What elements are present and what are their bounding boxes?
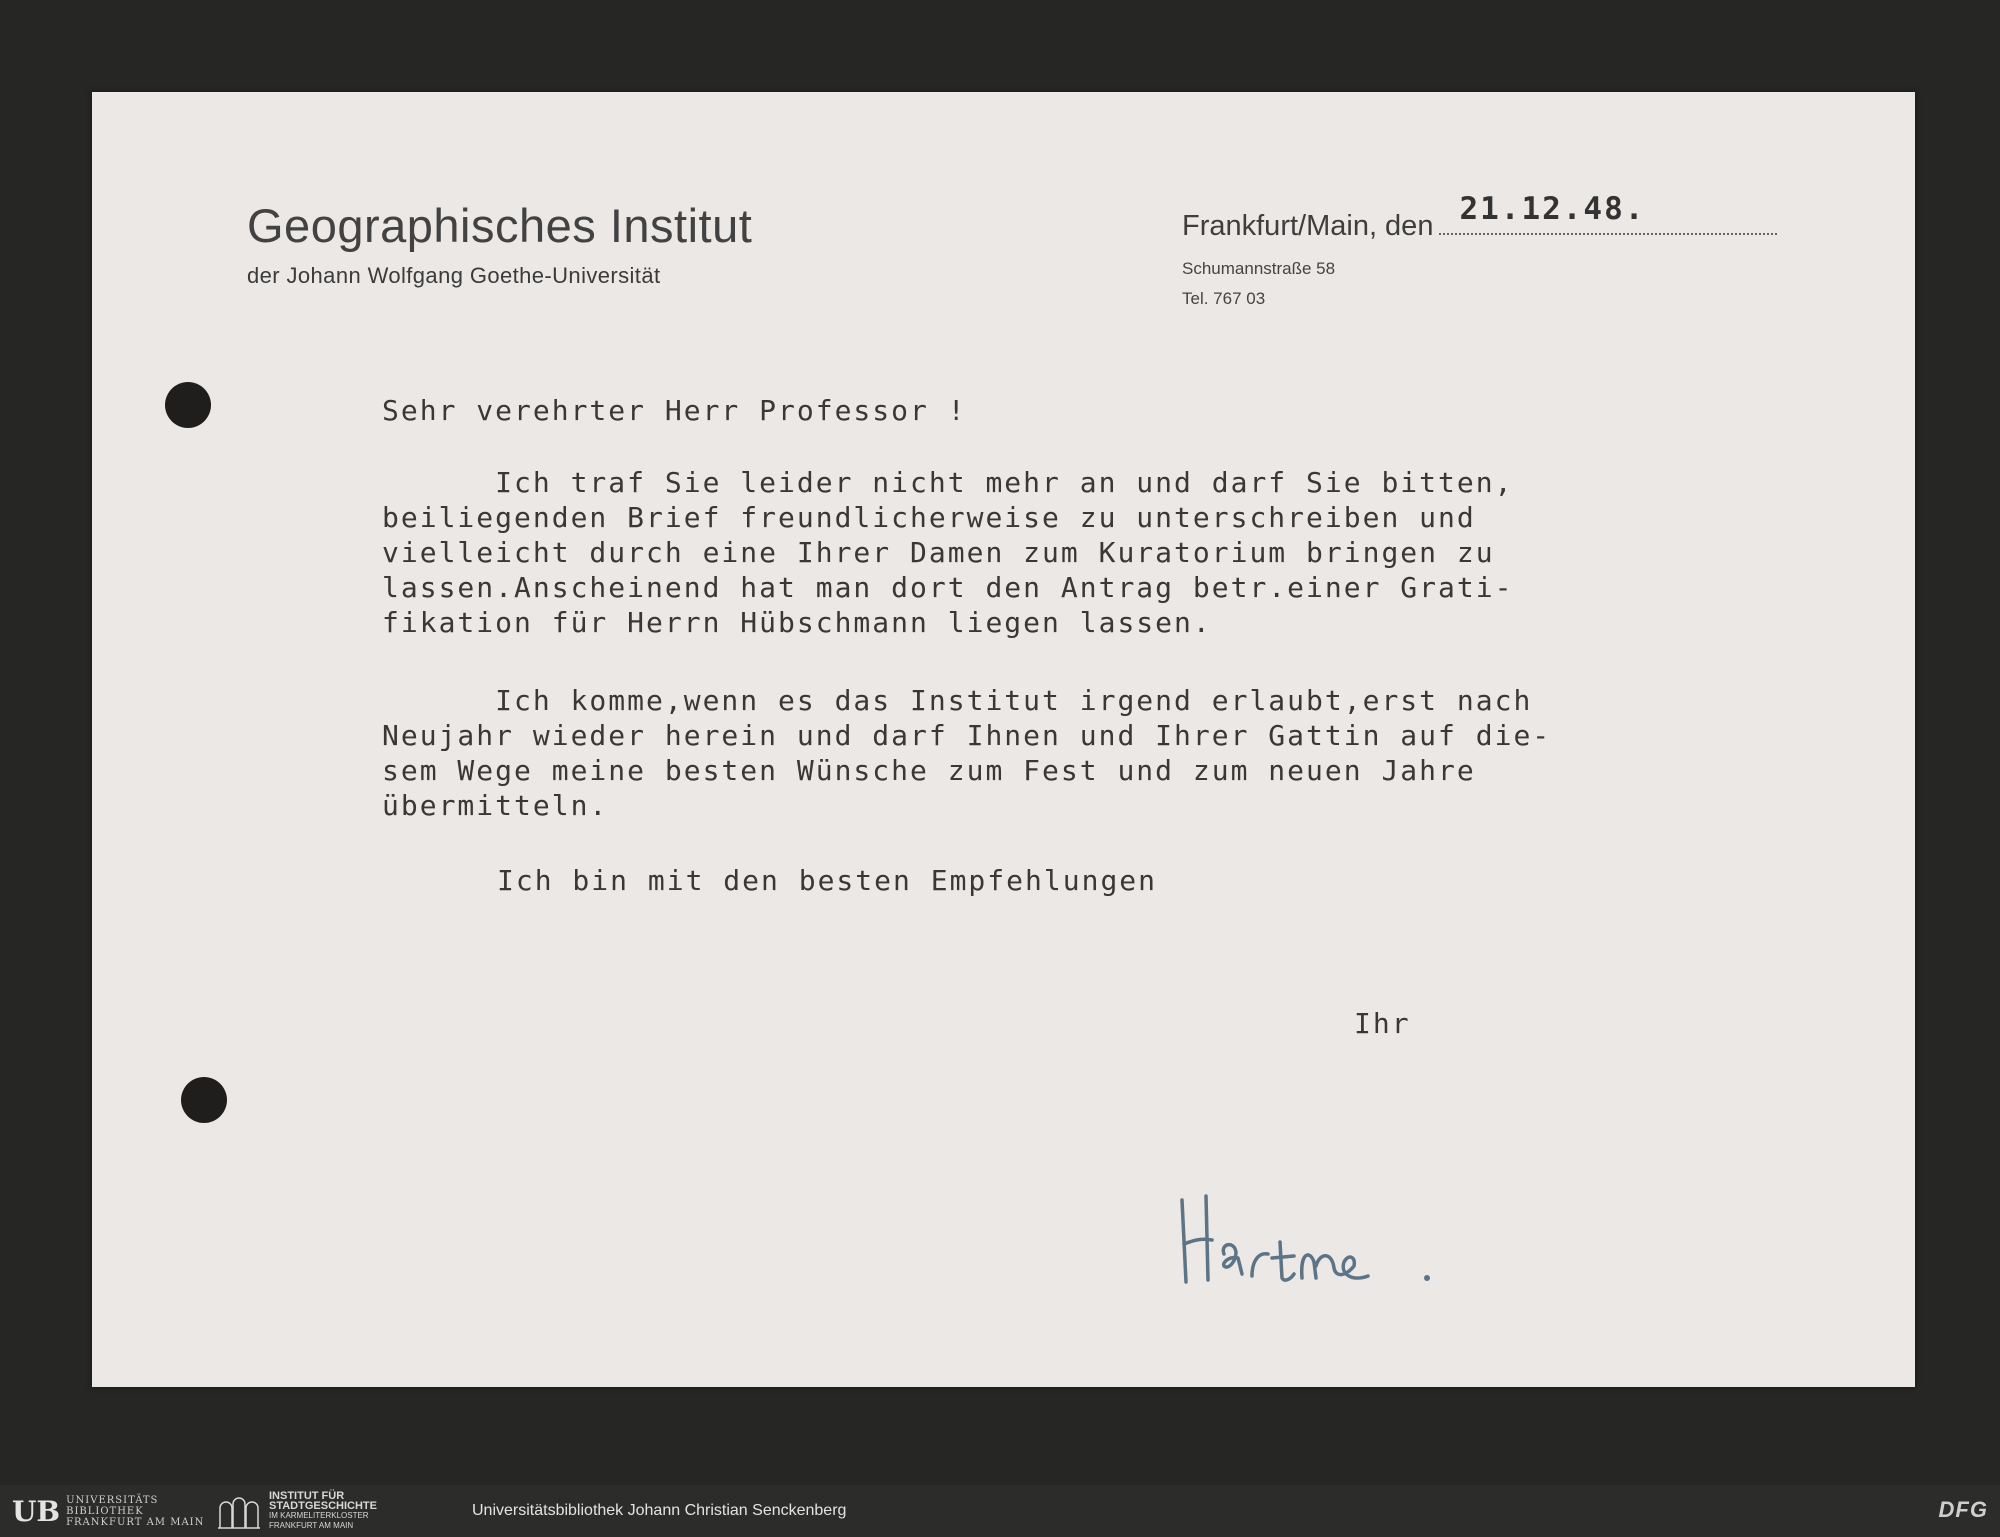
institute-address: Schumannstraße 58 <box>1182 259 1336 278</box>
paragraph-2: Ich komme,wenn es das Institut irgend erlaubt,erst nach Neujahr wieder herein und darf Ihnen und Ihrer Gattin auf die- sem Wege meine besten Wünsche zum Fest und zum neuen Jahre übermitteln. <box>382 684 1552 822</box>
cloister-arches-icon <box>217 1492 261 1530</box>
university-name: der Johann Wolfgang Goethe-Universität <box>247 263 661 288</box>
ub-line-3: FRANKFURT AM MAIN <box>66 1516 205 1528</box>
punch-hole-bottom <box>181 1077 227 1123</box>
footer-bar <box>0 1485 2000 1537</box>
handwritten-signature <box>1172 1182 1482 1292</box>
ub-logo-mark: UB <box>12 1494 61 1528</box>
institute-telephone: Tel. 767 03 <box>1182 289 1266 308</box>
ub-line-2: BIBLIOTHEK <box>66 1505 144 1517</box>
letterhead-institute <box>247 199 753 289</box>
isg-logo-text <box>269 1491 377 1531</box>
letter-sheet <box>92 92 1915 1387</box>
library-name: Universitätsbibliothek Johann Christian Senckenberg <box>472 1502 847 1519</box>
letter-date: 21.12.48. <box>1459 191 1646 227</box>
ub-logo-text <box>66 1495 204 1528</box>
ub-line-1: UNIVERSITÄTS <box>66 1494 159 1506</box>
ub-logo[interactable] <box>12 1495 207 1528</box>
paragraph-1: Ich traf Sie leider nicht mehr an und darf Sie bitten, beiliegenden Brief freundlicherweise zu unterschreiben und vielleicht durch eine Ihrer Damen zum Kuratorium bringen zu lassen.Anscheinend hat man dort den Antrag betr.einer Grati- fikation für Herrn Hübschmann liegen lassen. <box>382 466 1514 639</box>
isg-logo[interactable] <box>217 1491 452 1531</box>
place-label: Frankfurt/Main, den <box>1182 210 1434 242</box>
institute-name: Geographisches Institut <box>247 199 753 252</box>
letterhead-place-date <box>1182 191 1777 309</box>
dfg-logo[interactable]: DFG <box>1938 1497 1988 1522</box>
paragraph-3: Ich bin mit den besten Empfehlungen <box>497 864 1158 897</box>
isg-line-3: IM KARMELITERKLOSTER <box>269 1511 369 1520</box>
isg-line-4: FRANKFURT AM MAIN <box>269 1521 354 1530</box>
place-date-line <box>1182 191 1777 243</box>
closing: Ihr <box>1354 1007 1411 1040</box>
date-field <box>1439 191 1777 235</box>
isg-line-1: INSTITUT FÜR <box>269 1490 345 1502</box>
punch-hole-top <box>165 382 211 428</box>
isg-line-2: STADTGESCHICHTE <box>269 1500 377 1512</box>
salutation: Sehr verehrter Herr Professor ! <box>382 394 967 427</box>
